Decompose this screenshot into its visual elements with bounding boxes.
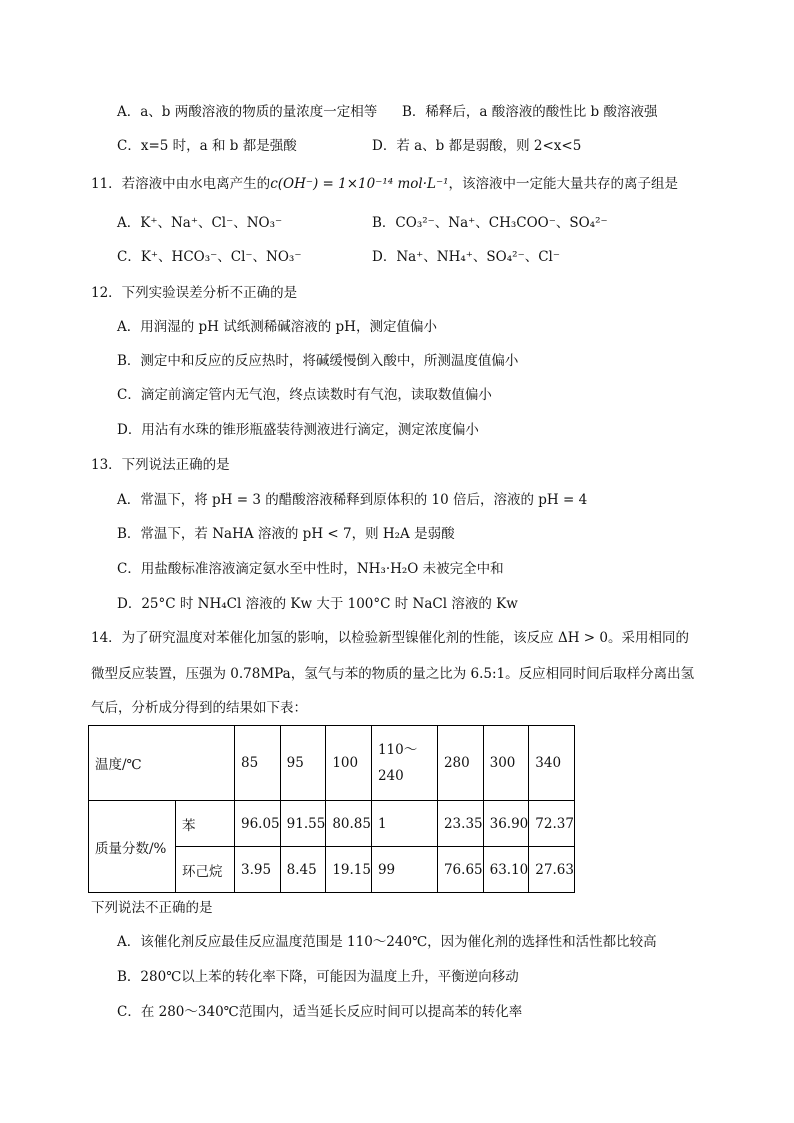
table-row: [89, 801, 575, 847]
q10-option-b: B．稀释后，a 酸溶液的酸性比 b 酸溶液强: [402, 104, 658, 120]
temp-cell: 340: [529, 726, 575, 801]
table-cell: 27.63: [529, 847, 575, 893]
q14-option-a: A．该催化剂反应最佳反应温度范围是 110～240℃，因为催化剂的选择性和活性都比较高: [117, 934, 657, 950]
q14-option-c: C．在 280～340℃范围内，适当延长反应时间可以提高苯的转化率: [117, 1004, 523, 1020]
table-cell: 23.35: [437, 801, 483, 847]
temp-cell: 85: [235, 726, 281, 801]
q14-stem-line-1: 14．为了研究温度对苯催化加氢的影响，以检验新型镍催化剂的性能，该反应 ΔH > 0。采用相同的: [91, 630, 689, 646]
mass-fraction-label: 质量分数/%: [89, 801, 176, 893]
table-cell: 99: [371, 847, 437, 893]
q11-option-a: A．K⁺、Na⁺、Cl⁻、NO₃⁻: [117, 215, 283, 231]
q11-option-d: D．Na⁺、NH₄⁺、SO₄²⁻、Cl⁻: [372, 249, 560, 265]
temp-cell: 280: [437, 726, 483, 801]
table-cell: 76.65: [437, 847, 483, 893]
q12-option-d: D．用沾有水珠的锥形瓶盛装待测液进行滴定，测定浓度偏小: [117, 422, 479, 438]
q12-option-a: A．用润湿的 pH 试纸测稀碱溶液的 pH，测定值偏小: [117, 319, 437, 335]
table-cell: 91.55: [280, 801, 326, 847]
table-cell: 36.90: [483, 801, 529, 847]
q12-option-c: C．滴定前滴定管内无气泡，终点读数时有气泡，读取数值偏小: [117, 387, 492, 403]
q12-stem: 12．下列实验误差分析不正确的是: [91, 285, 298, 301]
table-cell: 8.45: [280, 847, 326, 893]
results-table: [88, 725, 575, 893]
temperature-header: 温度/℃: [89, 726, 235, 801]
q13-option-c: C．用盐酸标准溶液滴定氨水至中性时，NH₃·H₂O 未被完全中和: [117, 561, 504, 577]
q11-stem-post: ，该溶液中一定能大量共存的离子组是: [448, 176, 679, 192]
row-label-cyclohexane: 环己烷: [176, 847, 235, 893]
q11-option-b: B．CO₃²⁻、Na⁺、CH₃COO⁻、SO₄²⁻: [372, 215, 608, 231]
q12-option-b: B．测定中和反应的反应热时，将碱缓慢倒入酸中，所测温度值偏小: [117, 353, 519, 369]
table-cell: 72.37: [529, 801, 575, 847]
temp-cell: 300: [483, 726, 529, 801]
q14-stem-line-3: 气后，分析成分得到的结果如下表：: [91, 700, 307, 716]
q14-post-stem: 下列说法不正确的是: [91, 900, 213, 916]
table-cell: 19.15: [326, 847, 372, 893]
q14-option-b: B．280℃以上苯的转化率下降，可能因为温度上升，平衡逆向移动: [117, 969, 519, 985]
q10-option-c: C．x=5 时，a 和 b 都是强酸: [117, 138, 297, 154]
q14-stem-line-2: 微型反应装置，压强为 0.78MPa，氢气与苯的物质的量之比为 6.5:1。反应相同时间后取样分离出氢: [91, 666, 695, 682]
table-cell: 63.10: [483, 847, 529, 893]
q11-stem: [91, 175, 678, 193]
temp-cell: 95: [280, 726, 326, 801]
q13-option-d: D．25°C 时 NH₄Cl 溶液的 Kw 大于 100°C 时 NaCl 溶液的 Kw: [117, 596, 518, 612]
q11-stem-pre: 11．若溶液中由水电离产生的: [91, 176, 271, 192]
temp-cell: 100: [326, 726, 372, 801]
q10-option-d: D．若 a、b 都是弱酸，则 2<x<5: [372, 138, 582, 154]
temp-range-label: 110～240: [377, 742, 418, 784]
table-cell: 96.05: [235, 801, 281, 847]
q11-stem-formula: c(OH⁻) = 1×10⁻¹⁴ mol·L⁻¹: [270, 176, 449, 192]
table-row: [89, 726, 575, 801]
table-cell: 1: [371, 801, 437, 847]
table-cell: 3.95: [235, 847, 281, 893]
table-cell: 80.85: [326, 801, 372, 847]
temp-cell: [371, 726, 437, 801]
row-label-benzene: 苯: [176, 801, 235, 847]
q11-option-c: C．K⁺、HCO₃⁻、Cl⁻、NO₃⁻: [117, 249, 302, 265]
q13-option-b: B．常温下，若 NaHA 溶液的 pH < 7，则 H₂A 是弱酸: [117, 526, 455, 542]
q13-option-a: A．常温下，将 pH = 3 的醋酸溶液稀释到原体积的 10 倍后，溶液的 pH = 4: [117, 492, 588, 508]
q10-option-a: A．a、b 两酸溶液的物质的量浓度一定相等: [117, 104, 378, 120]
q13-stem: 13．下列说法正确的是: [91, 457, 230, 473]
